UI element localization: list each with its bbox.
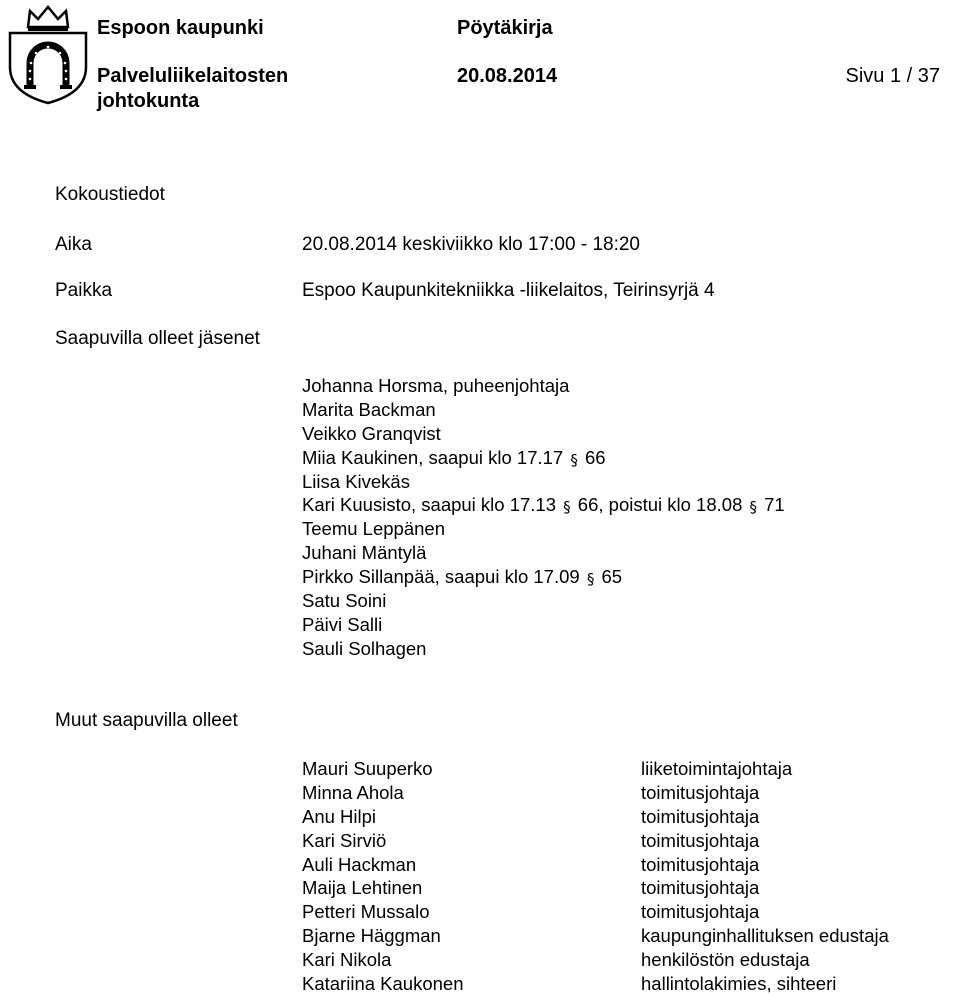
other-attendee-name: Maija Lehtinen [302, 877, 423, 899]
section-sign: § [586, 570, 595, 589]
other-attendee-name: Bjarne Häggman [302, 925, 441, 947]
other-attendee-role: liiketoimintajohtaja [641, 758, 793, 779]
other-attendee-name: Minna Ahola [302, 781, 404, 803]
others-label: Muut saapuvilla olleet [55, 710, 238, 731]
member-item: Liisa Kivekäs [302, 470, 410, 492]
member-item: Satu Soini [302, 590, 387, 612]
other-attendee-role: kaupunginhallituksen edustaja [641, 925, 889, 947]
other-attendee-role: hallintolakimies, sihteeri [641, 973, 837, 995]
other-attendee-role: toimitusjohtaja [641, 877, 760, 899]
member-item: Sauli Solhagen [302, 637, 427, 659]
other-attendee-role: toimitusjohtaja [641, 781, 760, 803]
member-item: Kari Kuusisto, saapui klo 17.13 § 66, poistui klo 18.08 § 71 [302, 493, 785, 517]
organization-name: Espoon kaupunki [97, 17, 264, 39]
section-title: Kokoustiedot [55, 184, 165, 205]
other-attendee-role: toimitusjohtaja [641, 805, 760, 827]
section-sign: § [749, 498, 757, 517]
member-item: Teemu Leppänen [302, 518, 445, 540]
document-type: Pöytäkirja [457, 17, 553, 39]
time-value: 20.08.2014 keskiviikko klo 17:00 - 18:20 [302, 234, 640, 255]
members-label: Saapuvilla olleet jäsenet [55, 328, 260, 349]
others-names-list [302, 757, 463, 996]
section-sign: § [563, 498, 571, 517]
other-attendee-role: henkilöstön edustaja [641, 949, 810, 971]
other-attendee-name: Kari Nikola [302, 949, 392, 971]
other-attendee-name: Kari Sirviö [302, 829, 387, 851]
other-attendee-name: Mauri Suuperko [302, 758, 433, 779]
section-sign: § [570, 450, 578, 469]
members-list [302, 374, 785, 661]
place-value: Espoo Kaupunkitekniikka -liikelaitos, Teirinsyrjä 4 [302, 280, 715, 301]
page-number: Sivu 1 / 37 [845, 65, 940, 87]
espoo-coat-of-arms-logo [6, 5, 90, 105]
member-item: Marita Backman [302, 398, 436, 420]
member-item: Miia Kaukinen, saapui klo 17.17 § 66 [302, 446, 785, 470]
other-attendee-role: toimitusjohtaja [641, 901, 760, 923]
body-name-line2: johtokunta [97, 90, 200, 112]
member-item: Johanna Horsma, puheenjohtaja [302, 375, 570, 396]
time-label: Aika [55, 234, 92, 255]
other-attendee-name: Katariina Kaukonen [302, 973, 464, 995]
meeting-date: 20.08.2014 [457, 65, 558, 87]
other-attendee-name: Anu Hilpi [302, 805, 377, 827]
place-label: Paikka [55, 280, 113, 301]
other-attendee-name: Auli Hackman [302, 853, 417, 875]
member-item: Juhani Mäntylä [302, 542, 427, 564]
other-attendee-role: toimitusjohtaja [641, 853, 760, 875]
other-attendee-role: toimitusjohtaja [641, 829, 760, 851]
member-item: Päivi Salli [302, 613, 383, 635]
member-item: Pirkko Sillanpää, saapui klo 17.09 § 65 [302, 565, 785, 589]
other-attendee-name: Petteri Mussalo [302, 901, 430, 923]
others-roles-list [641, 757, 889, 996]
body-name-line1: Palveluliikelaitosten [97, 65, 289, 87]
member-item: Veikko Granqvist [302, 422, 441, 444]
